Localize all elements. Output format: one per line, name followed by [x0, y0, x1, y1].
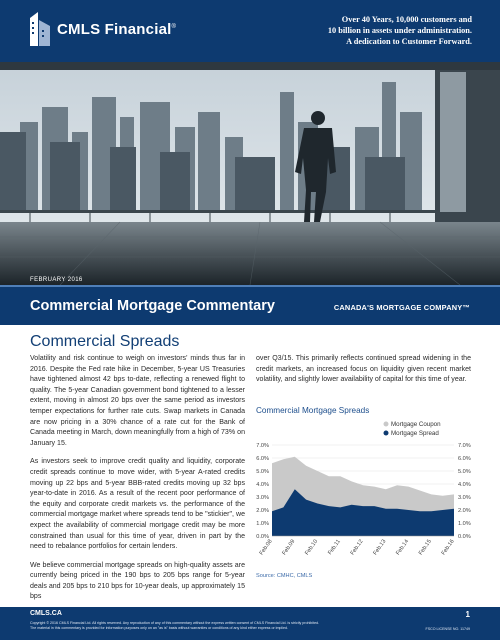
body-paragraph: As investors seek to improve credit quality and liquidity, corporate credit spreads continue to move wider, with 5-year A-rated credits moving up 22 bps and 5-year BBB-rated credits moving up 32 bps year-to-date in 2016. As a result of the recent poor performance of the equity and corporate credit markets vs. the performance of the commercial mortgage market where spreads tend to be "stickier", we expect the availability of commercial mortgage credit may be more constrained than usual for this time of year, driven in part by the need to rebalance portfolios for certain lenders. — [30, 458, 245, 551]
x-tick-label: Feb.12 — [349, 538, 365, 557]
x-tick-label: Feb.13 — [372, 538, 388, 557]
legend-spread-marker — [384, 431, 389, 436]
brand-logo[interactable] — [28, 12, 176, 46]
copyright-line: Copyright © 2016 CMLS Financial Ltd. All rights reserved. Any reproduction of any of this commentary without the express written consent of CMLS Financial Ltd. is strictly prohibited. — [30, 621, 320, 625]
y-tick-label-right: 6.0% — [458, 456, 471, 462]
body-paragraph: Volatility and risk continue to weigh on investors' minds thus far in 2016. Despite the Fed rate hike in December, 5-year US Treasuries have tightened almost 42 bps to-date, reflecting a renewed flight to quality. The 5-year Canadian government bond tightened to a lesser extent, moving in almost 20 bps over the same period as investors temper expectations for further rate cuts. Swap markets in Canada are now pricing in a 30% chance of a rate cut for the Bank of Canada meeting in March, down meaningfully from a high of 73% on January 15. — [30, 355, 245, 447]
body-paragraph: We believe commercial mortgage spreads on high-quality assets are currently being priced in the 190 bps to 205 bps range for 5-year deals and 205 bps to 210 bps for 10-year deals, up approximately 15 bps — [30, 561, 245, 601]
legend-label: Mortgage Spread — [391, 430, 439, 437]
tagline-line: A dedication to Customer Forward. — [346, 37, 472, 46]
y-tick-label-right: 1.0% — [458, 521, 471, 527]
skyline-illustration — [0, 62, 500, 285]
x-tick-label: Feb.08 — [258, 538, 274, 557]
disclaimer-line: The material in this commentary is provided for information purposes only on an "as is" basis without warranties or conditions of any kind either express or implied. — [30, 626, 289, 630]
y-tick-label-right: 0.0% — [458, 534, 471, 540]
left-column — [30, 354, 245, 611]
y-tick-label-left: 1.0% — [256, 521, 269, 527]
x-tick-label: Feb.11 — [327, 538, 342, 557]
section-heading: Commercial Spreads — [30, 333, 180, 350]
cmls-logo-icon — [28, 12, 52, 46]
company-slogan: CANADA'S MORTGAGE COMPANY™ — [333, 303, 470, 312]
y-tick-label-left: 6.0% — [256, 456, 269, 462]
x-tick-label: Feb.16 — [440, 538, 456, 557]
y-tick-label-left: 2.0% — [256, 508, 269, 514]
y-tick-label-left: 3.0% — [256, 495, 269, 501]
title-band — [0, 285, 500, 325]
body-paragraph: over Q3/15. This primarily reflects continued spread widening in the credit markets, an increased focus on liquidity given recent market volatility, and slightly lower availability of capital for this time of year. — [256, 355, 471, 384]
license-number: FSCO LICENSE NO. 11749 — [425, 627, 470, 631]
y-tick-label-right: 2.0% — [458, 508, 471, 514]
x-tick-label: Feb.14 — [395, 538, 411, 557]
page-header — [0, 0, 500, 62]
footer-website-link[interactable]: CMLS.CA — [30, 610, 62, 617]
brand-name: CMLS Financial® — [57, 20, 177, 38]
chart-source: Source: CMHC, CMLS — [256, 573, 313, 579]
y-tick-label-right: 3.0% — [458, 495, 471, 501]
x-tick-label: Feb.10 — [304, 538, 320, 557]
y-tick-label-right: 7.0% — [458, 443, 471, 449]
chart-title: Commercial Mortgage Spreads — [256, 406, 370, 415]
y-tick-label-left: 5.0% — [256, 469, 269, 475]
y-tick-label-right: 4.0% — [458, 482, 471, 488]
footer-copyright — [30, 621, 390, 631]
legend-coupon-marker — [384, 422, 389, 427]
x-tick-label: Feb.09 — [281, 538, 297, 557]
issue-date: FEBRUARY 2016 — [30, 277, 83, 283]
y-tick-label-right: 5.0% — [458, 469, 471, 475]
spreads-chart — [250, 418, 480, 573]
legend-label: Mortgage Coupon — [391, 421, 441, 428]
document-title: Commercial Mortgage Commentary — [30, 298, 275, 314]
tagline-line: 10 billion in assets under administration. — [327, 26, 472, 35]
page-number: 1 — [465, 610, 470, 619]
tagline-line: Over 40 Years, 10,000 customers and — [341, 15, 472, 24]
header-tagline — [262, 14, 472, 47]
y-tick-label-left: 0.0% — [256, 534, 269, 540]
y-tick-label-left: 7.0% — [256, 443, 269, 449]
page-footer — [0, 607, 500, 640]
hero-image — [0, 62, 500, 285]
x-tick-label: Feb.15 — [417, 538, 433, 557]
y-tick-label-left: 4.0% — [256, 482, 269, 488]
right-column — [256, 354, 471, 394]
